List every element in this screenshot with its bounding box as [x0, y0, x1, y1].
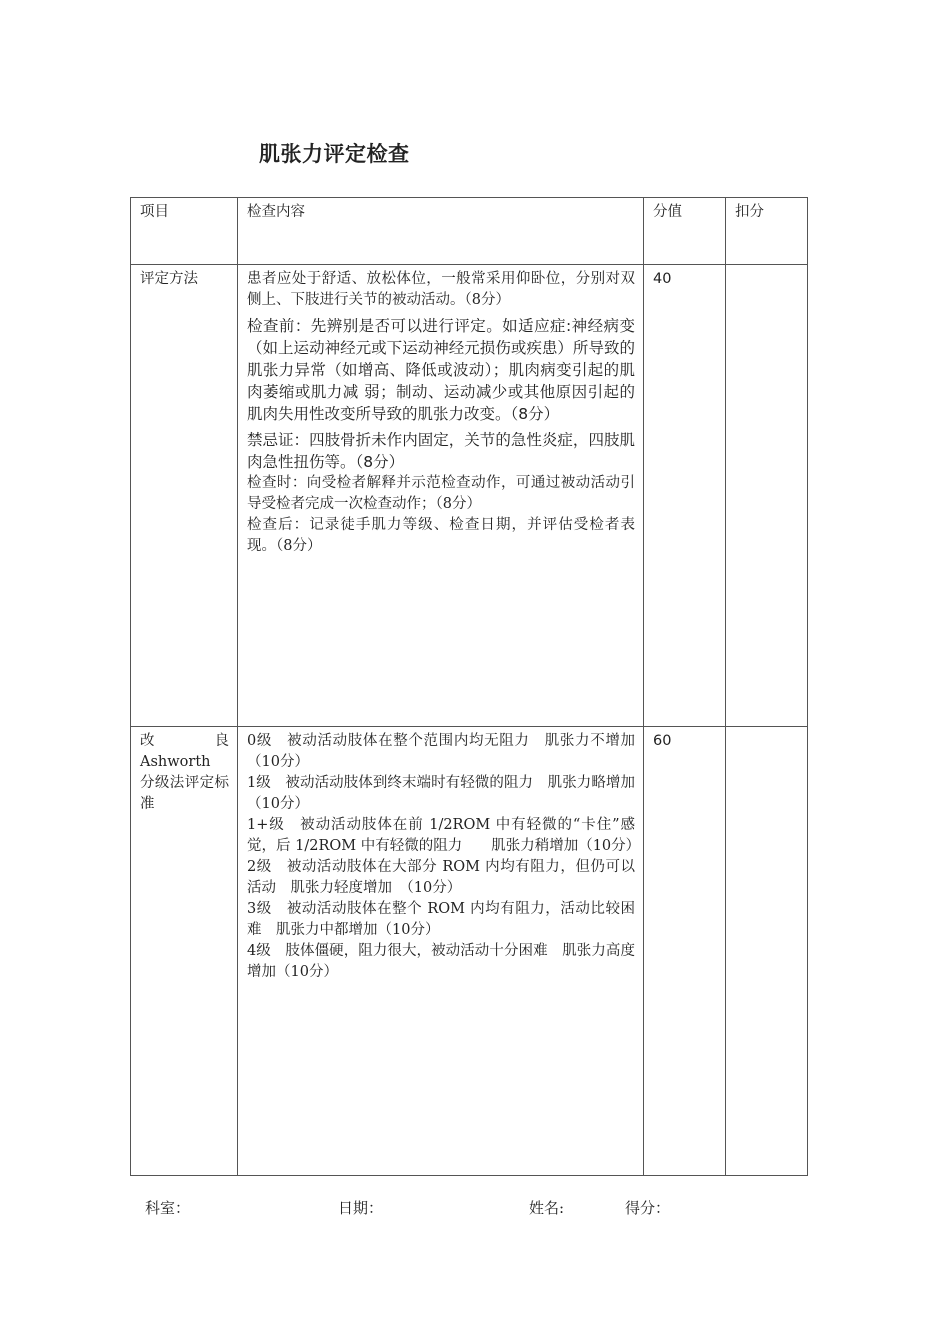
header-deduct: 扣分 — [726, 198, 808, 265]
table-header-row — [131, 198, 808, 265]
footer-score-label: 得分： — [625, 1199, 671, 1217]
row-score: 40 — [644, 265, 726, 727]
row-content — [238, 265, 644, 727]
row-score: 60 — [644, 727, 726, 1176]
page-title: 肌张力评定检查 — [259, 142, 410, 166]
content-line: 检查前：先辨别是否可以进行评定。如适应症:神经病变（如上运动神经元或下运动神经元损伤或疾患）所导致的肌张力异常（如增高、降低或波动）；肌肉病变引起的肌肉萎缩或肌力减 弱；制动、运动减少或其他原因引起的肌肉失用性改变所导致的肌张力改变。（8分） — [247, 317, 635, 423]
footer-date-label: 日期： — [338, 1199, 384, 1217]
row-deduct[interactable] — [726, 727, 808, 1176]
table-row — [131, 727, 808, 1176]
content-line: 1+级 被动活动肢体在前 1/2ROM 中有轻微的“卡住”感觉，后 1/2ROM 中有轻微的阻力 肌张力稍增加（10分） — [247, 817, 641, 854]
assessment-table — [130, 197, 808, 1176]
content-line: 4级 肢体僵硬，阻力很大，被动活动十分困难 肌张力高度增加（10分） — [247, 943, 635, 980]
row-item: 改 良 Ashworth 分级法评定标准 — [131, 727, 238, 1176]
content-line: 患者应处于舒适、放松体位，一般常采用仰卧位，分别对双侧上、下肢进行关节的被动活动。（8分） — [247, 271, 635, 308]
row-content — [238, 727, 644, 1176]
header-score: 分值 — [644, 198, 726, 265]
footer-dept-label: 科室： — [145, 1199, 191, 1217]
table-row — [131, 265, 808, 727]
content-line: 2级 被动活动肢体在大部分 ROM 内均有阻力，但仍可以活动 肌张力轻度增加 （10分） — [247, 859, 635, 896]
content-line: 0级 被动活动肢体在整个范围内均无阻力 肌张力不增加（10分） — [247, 733, 635, 770]
content-line: 禁忌证：四肢骨折未作内固定，关节的急性炎症，四肢肌肉急性扭伤等。（8分） — [247, 431, 635, 471]
row-deduct[interactable] — [726, 265, 808, 727]
header-item: 项目 — [131, 198, 238, 265]
header-content: 检查内容 — [238, 198, 644, 265]
content-line: 检查后：记录徒手肌力等级、检查日期，并评估受检者表现。（8分） — [247, 517, 635, 554]
footer-name-label: 姓名: — [529, 1199, 565, 1217]
content-line: 3级 被动活动肢体在整个 ROM 内均有阻力，活动比较困难 肌张力中都增加（10分） — [247, 901, 635, 938]
content-line: 检查时：向受检者解释并示范检查动作，可通过被动活动引导受检者完成一次检查动作；（8分） — [247, 475, 635, 512]
row-item: 评定方法 — [131, 265, 238, 727]
content-line: 1级 被动活动肢体到终末端时有轻微的阻力 肌张力略增加（10分） — [247, 775, 635, 812]
